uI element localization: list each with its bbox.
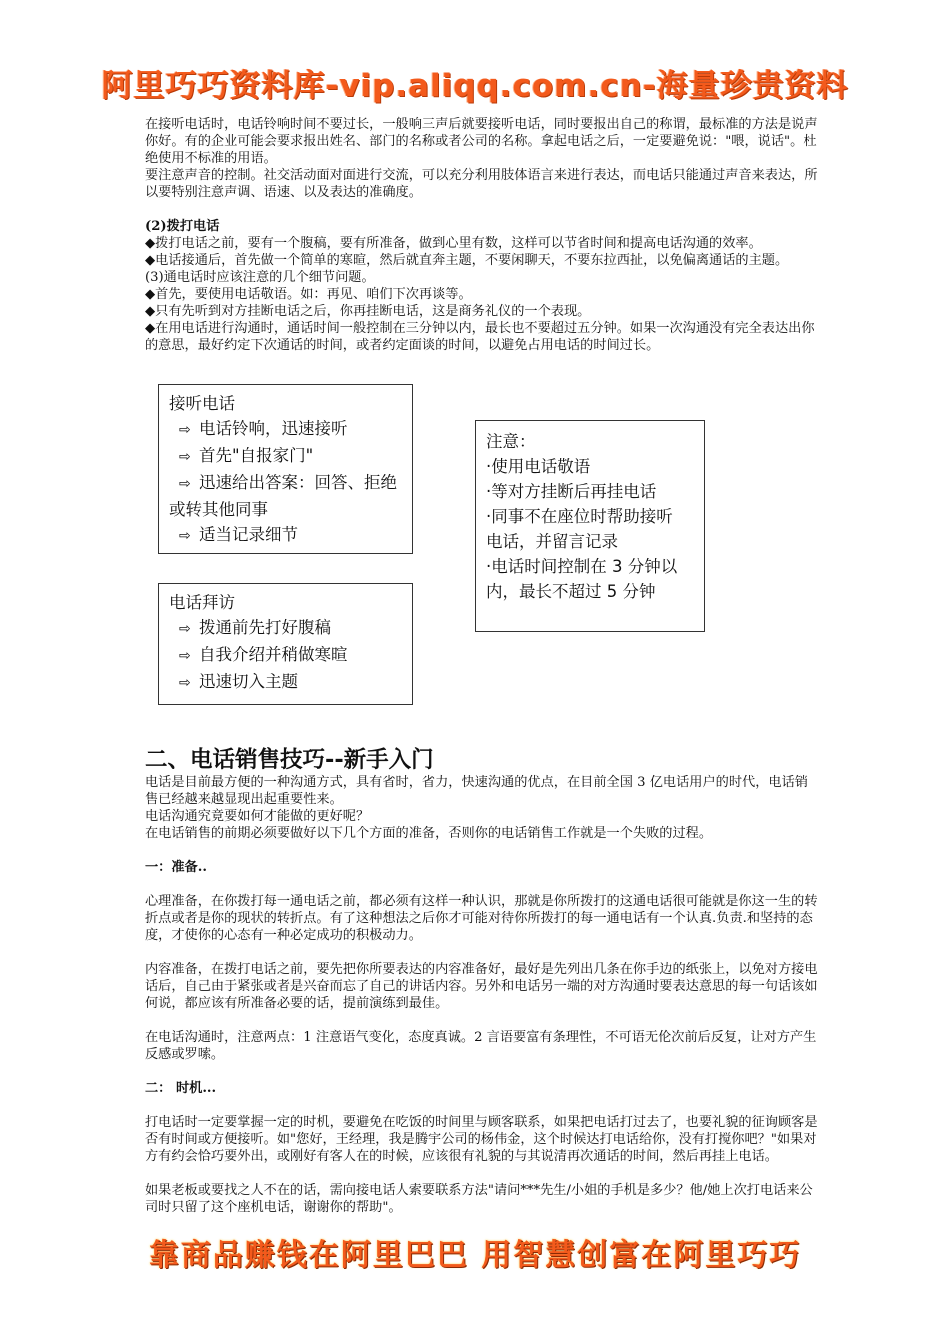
arrow-icon: ⇨ [179, 621, 191, 637]
banner-bottom: 靠商品赚钱在阿里巴巴 用智慧创富在阿里巧巧 [148, 1238, 802, 1273]
section-heading: 二、电话销售技巧--新手入门 [145, 747, 434, 773]
paragraph: 如果老板或要找之人不在的话，需向接电话人索要联系方法"请问***先生/小姐的手机是多少？他/她上次打电话来公司时只留了这个座机电话，谢谢你的帮助"。 [145, 1183, 813, 1215]
text-block-answering [145, 116, 820, 354]
notes-box [475, 420, 705, 632]
box-title: 电话拜访 [169, 593, 235, 612]
box-item: ⇨ 电话铃响，迅速接听 [169, 416, 402, 443]
paragraph: 在电话销售的前期必须要做好以下几个方面的准备，否则你的电话销售工作就是一个失败的过程。 [145, 826, 713, 841]
box-line: ·同事不在座位时帮助接听 [486, 507, 673, 526]
subheading-preparation: 一：准备.. [145, 860, 207, 875]
arrow-icon: ⇨ [179, 675, 191, 691]
arrow-icon: ⇨ [179, 476, 191, 492]
box-title: 注意： [486, 432, 536, 451]
arrow-icon: ⇨ [179, 422, 191, 438]
box-item: ⇨ 迅速切入主题 [169, 669, 402, 696]
box-item: ⇨ 首先"自报家门" [169, 443, 402, 470]
bullet: ◆在用电话进行沟通时，通话时间一般控制在三分钟以内，最长也不要超过五分钟。如果一次沟通没有完全表达出你的意思，最好约定下次通话的时间，或者约定面谈的时间，以避免占用电话的时间过长。 [145, 321, 815, 353]
arrow-icon: ⇨ [179, 528, 191, 544]
box-line: ·使用电话敬语 [486, 457, 591, 476]
paragraph: 在接听电话时，电话铃响时间不要过长，一般响三声后就要接听电话，同时要报出自己的称谓，最标准的方法是说声你好。有的企业可能会要求报出姓名、部门的名称或者公司的名称。拿起电话之后，一定要避免说："喂，说话"。杜绝使用不标准的用语。 [145, 117, 818, 166]
paragraph: 心理准备，在你拨打每一通电话之前，都必须有这样一种认识，那就是你所拨打的这通电话很可能就是你这一生的转折点或者是你的现状的转折点。有了这种想法之后你才可能对待你所拨打的每一通电话有一个认真.负责.和坚持的态度，才使你的心态有一种必定成功的积极动力。 [145, 894, 818, 943]
paragraph: 电话沟通究竟要如何才能做的更好呢？ [145, 809, 370, 824]
box-line: 内，最长不超过 5 分钟 [486, 582, 656, 601]
banner-top: 阿里巧巧资料库-vip.aliqq.com.cn-海量珍贵资料 [101, 68, 849, 104]
answer-phone-box [158, 384, 413, 554]
subheading-dialing: (2)拨打电话 [145, 219, 220, 234]
bullet: ◆首先，要使用电话敬语。如：再见、咱们下次再谈等。 [145, 287, 472, 302]
bullet: ◆拨打电话之前，要有一个腹稿，要有所准备，做到心里有数，这样可以节省时间和提高电话沟通的效率。 [145, 236, 762, 251]
paragraph: (3)通电话时应该注意的几个细节问题。 [145, 270, 375, 285]
box-line: ·电话时间控制在 3 分钟以 [486, 557, 678, 576]
subheading-timing: 二： 时机... [145, 1081, 217, 1096]
bullet: ◆电话接通后，首先做一个简单的寒暄，然后就直奔主题，不要闲聊天，不要东拉西扯，以免偏离通话的主题。 [145, 253, 789, 268]
box-item: ⇨ 迅速给出答案：回答、拒绝 [169, 470, 402, 497]
arrow-icon: ⇨ [179, 648, 191, 664]
box-item-continuation: 或转其他同事 [169, 500, 268, 519]
box-item: ⇨ 自我介绍并稍做寒暄 [169, 642, 402, 669]
paragraph: 在电话沟通时，注意两点：1 注意语气变化，态度真诚。2 言语要富有条理性，不可语无伦次前后反复，让对方产生反感或罗嗦。 [145, 1030, 817, 1062]
box-title: 接听电话 [169, 394, 235, 413]
paragraph: 电话是目前最方便的一种沟通方式，具有省时，省力，快速沟通的优点，在目前全国 3 亿电话用户的时代，电话销售已经越来越显现出起重要性来。 [145, 775, 808, 807]
paragraph: 要注意声音的控制。社交活动面对面进行交流，可以充分利用肢体语言来进行表达，而电话只能通过声音来表达，所以要特别注意声调、语速、以及表达的准确度。 [145, 168, 818, 200]
box-item: ⇨ 适当记录细节 [169, 522, 402, 549]
arrow-icon: ⇨ [179, 449, 191, 465]
paragraph: 打电话时一定要掌握一定的时机，要避免在吃饭的时间里与顾客联系，如果把电话打过去了，也要礼貌的征询顾客是否有时间或方便接听。如"您好，王经理，我是腾宇公司的杨伟金，这个时候达打电话给你，没有打搅你吧？"如果对方有约会恰巧要外出，或刚好有客人在的时候，应该很有礼貌的与其说清再次通话的时间，然后再挂上电话。 [145, 1115, 818, 1164]
phone-visit-box [158, 583, 413, 705]
box-line: 电话，并留言记录 [486, 532, 618, 551]
box-line: ·等对方挂断后再挂电话 [486, 482, 657, 501]
bullet: ◆只有先听到对方挂断电话之后，你再挂断电话，这是商务礼仪的一个表现。 [145, 304, 591, 319]
paragraph: 内容准备，在拨打电话之前，要先把你所要表达的内容准备好，最好是先列出几条在你手边的纸张上，以免对方接电话后，自己由于紧张或者是兴奋而忘了自己的讲话内容。另外和电话另一端的对方沟通时要表达意思的每一句话该如何说，都应该有所准备必要的话，提前演练到最佳。 [145, 962, 818, 1011]
box-item: ⇨ 拨通前先打好腹稿 [169, 615, 402, 642]
text-block-sales [145, 774, 820, 1216]
